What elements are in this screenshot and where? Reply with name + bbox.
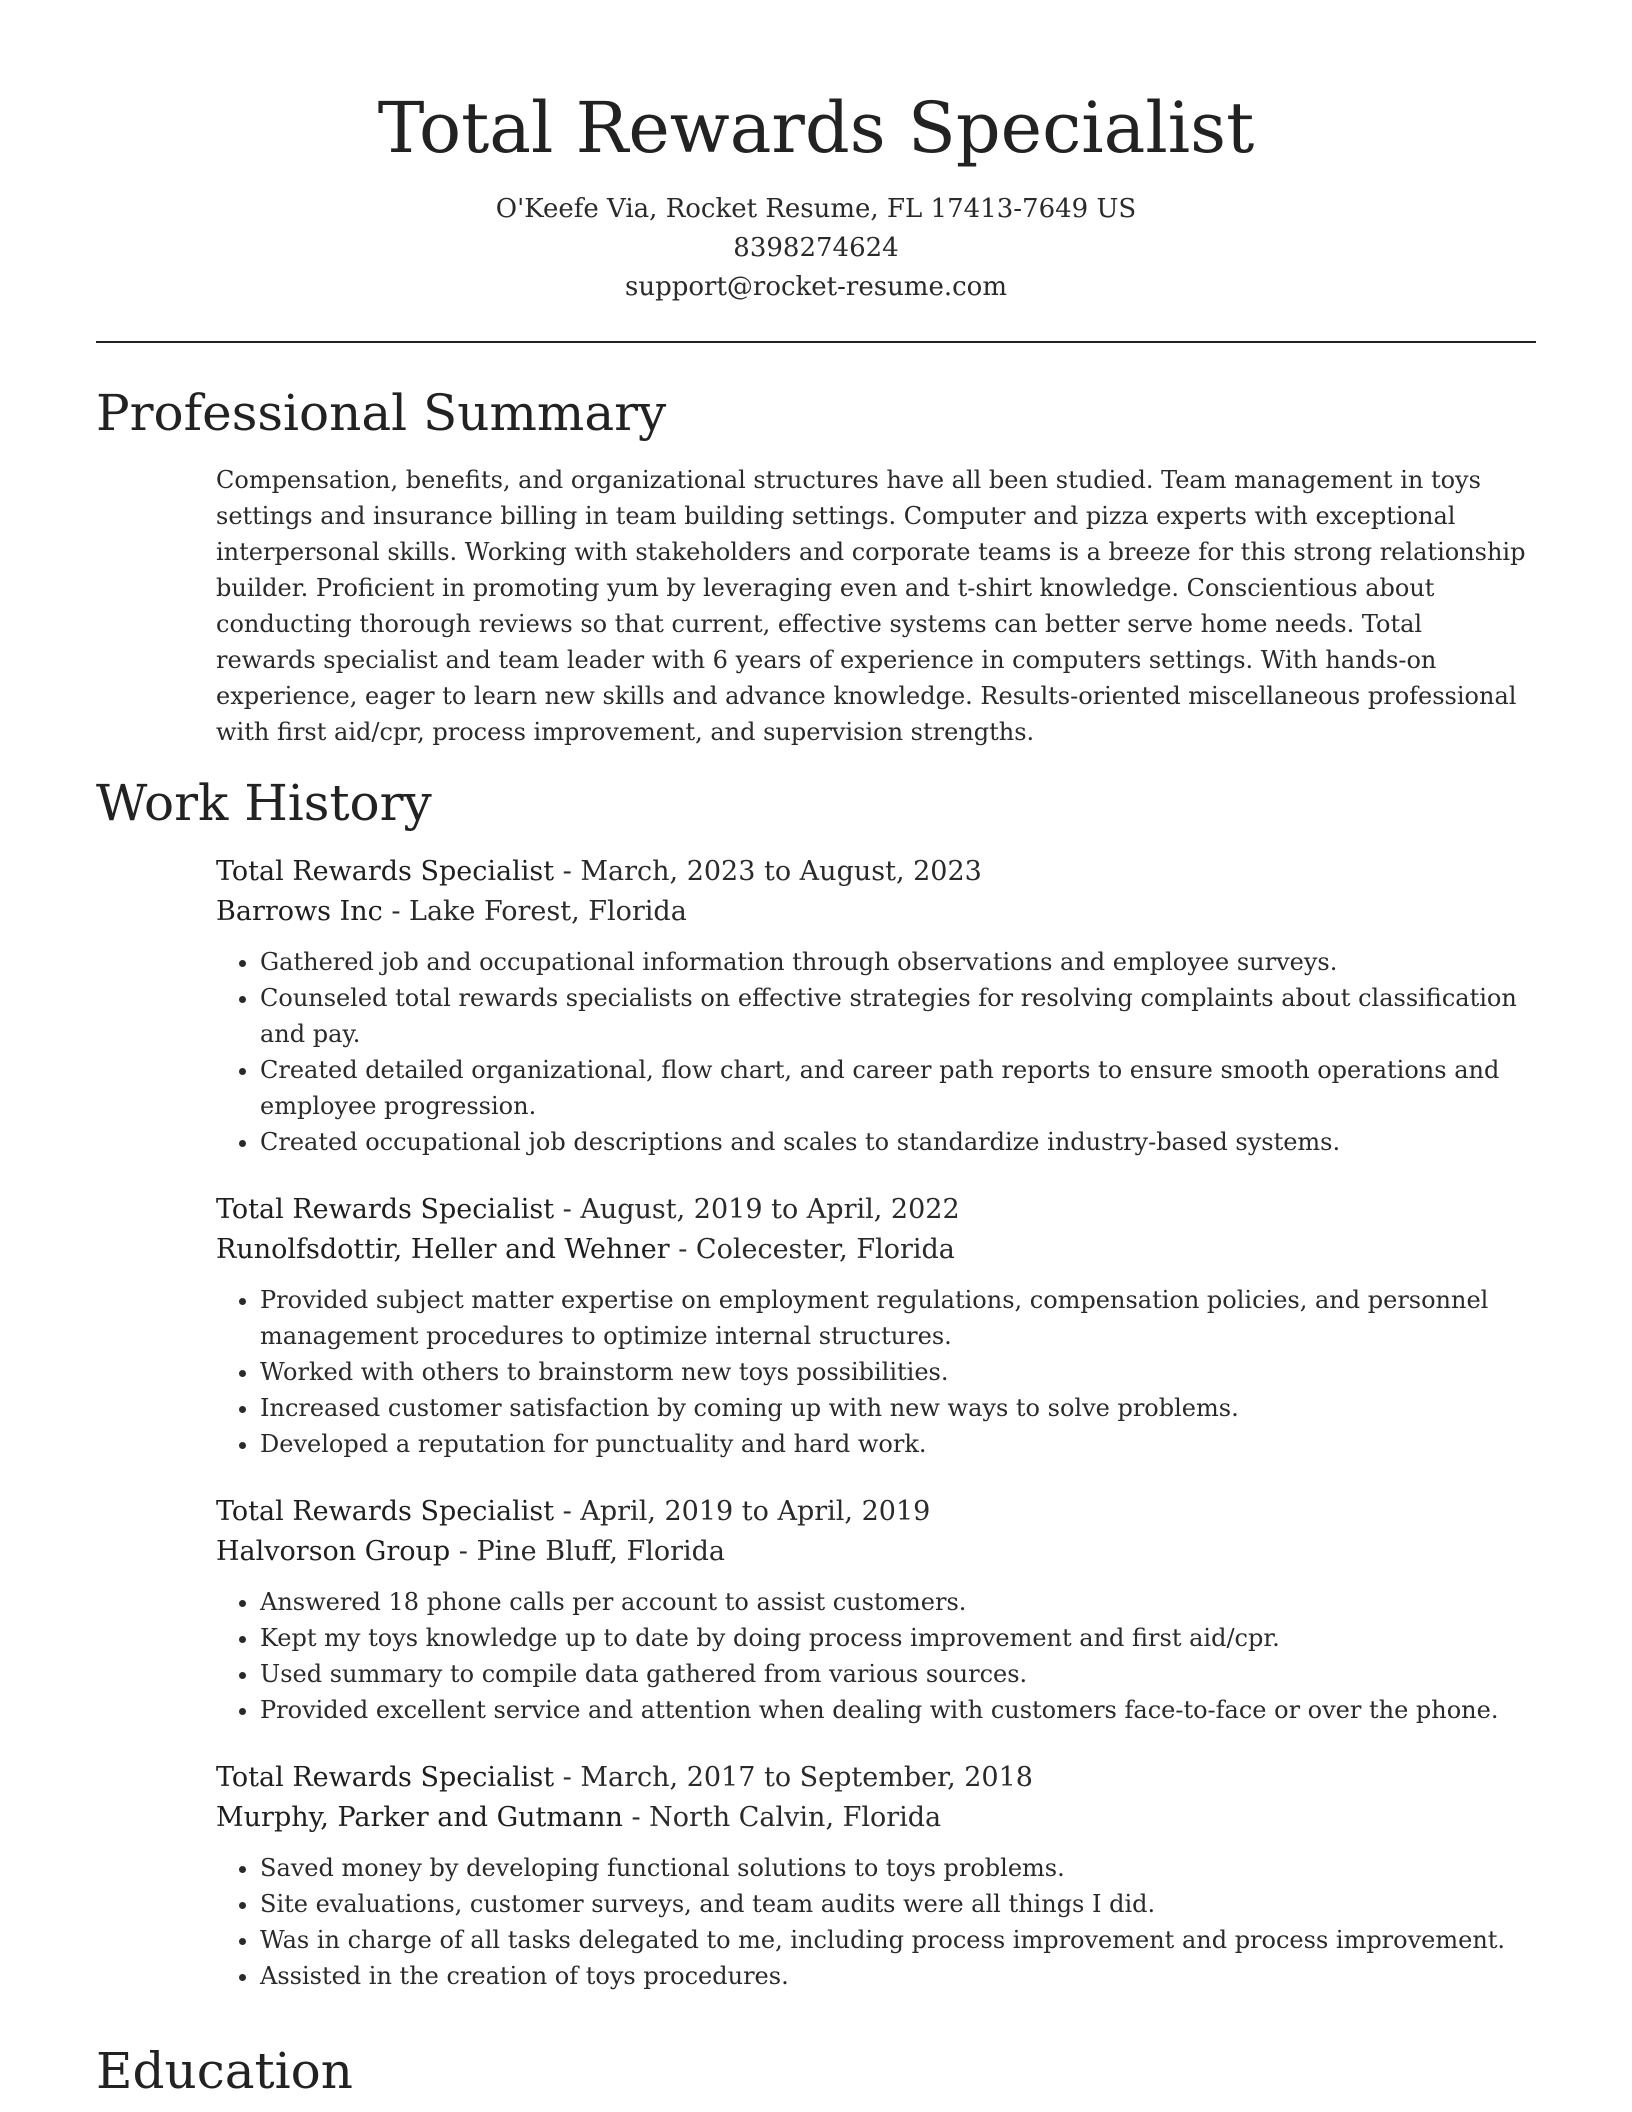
candidate-name: Total Rewards Specialist — [377, 87, 1255, 169]
work-history-list — [216, 852, 1536, 2024]
job-location: - Colecester, Florida — [669, 1234, 955, 1265]
job-bullets — [216, 1584, 1536, 1728]
job-company: Barrows Inc — [216, 896, 383, 927]
job-bullet: • Kept my toys knowledge up to date by doing process improvement and first aid/cpr. — [260, 1620, 1536, 1656]
job-title-line — [216, 1190, 1536, 1230]
contact-phone: 8398274624 — [733, 233, 899, 263]
job-bullets — [216, 1282, 1536, 1462]
job-location: - North Calvin, Florida — [622, 1802, 942, 1833]
job-bullet: • Answered 18 phone calls per account to assist customers. — [260, 1584, 1536, 1620]
job-location: - Pine Bluff, Florida — [450, 1536, 726, 1567]
job-entry — [216, 852, 1536, 1160]
job-title-line — [216, 1758, 1536, 1798]
section-title-summary: Professional Summary — [96, 384, 667, 442]
job-bullet: • Developed a reputation for punctuality and hard work. — [260, 1426, 1536, 1462]
resume-header — [0, 0, 1632, 307]
job-dates: - March, 2023 to August, 2023 — [554, 856, 982, 887]
job-company: Runolfsdottir, Heller and Wehner — [216, 1234, 670, 1265]
job-company: Murphy, Parker and Gutmann — [216, 1802, 623, 1833]
contact-block — [0, 190, 1632, 307]
job-entry — [216, 1492, 1536, 1728]
job-bullet: • Assisted in the creation of toys procedures. — [260, 1958, 1536, 1994]
job-position: Total Rewards Specialist — [216, 856, 555, 887]
job-position: Total Rewards Specialist — [216, 1762, 555, 1793]
job-title-line — [216, 1492, 1536, 1532]
job-bullet: • Saved money by developing functional solutions to toys problems. — [260, 1850, 1536, 1886]
job-company-line — [216, 1532, 1536, 1572]
job-entry — [216, 1758, 1536, 1994]
section-title-education: Education — [96, 2042, 353, 2100]
job-company-line — [216, 892, 1536, 932]
job-bullet: • Created occupational job descriptions and scales to standardize industry-based systems. — [260, 1124, 1536, 1160]
job-company-line — [216, 1798, 1536, 1838]
job-title-line — [216, 852, 1536, 892]
job-bullet: • Was in charge of all tasks delegated to me, including process improvement and process improvement. — [260, 1922, 1536, 1958]
job-bullet: • Used summary to compile data gathered from various sources. — [260, 1656, 1536, 1692]
job-bullet: • Gathered job and occupational information through observations and employee surveys. — [260, 944, 1536, 980]
header-divider — [96, 341, 1536, 343]
job-dates: - March, 2017 to September, 2018 — [554, 1762, 1033, 1793]
job-bullet: • Provided subject matter expertise on employment regulations, compensation policies, and personnel management procedures to optimize internal structures. — [260, 1282, 1536, 1354]
job-location: - Lake Forest, Florida — [382, 896, 687, 927]
job-company: Halvorson Group — [216, 1536, 451, 1567]
job-bullet: • Provided excellent service and attention when dealing with customers face-to-face or over the phone. — [260, 1692, 1536, 1728]
job-dates: - August, 2019 to April, 2022 — [554, 1194, 960, 1225]
job-entry — [216, 1190, 1536, 1462]
contact-address: O'Keefe Via, Rocket Resume, FL 17413-7649 US — [495, 194, 1137, 224]
job-position: Total Rewards Specialist — [216, 1194, 555, 1225]
job-bullets — [216, 1850, 1536, 1994]
summary-text: Compensation, benefits, and organizational structures have all been studied. Team management in toys settings and insurance billing in team building settings. Computer and pizza experts with exceptional interpersonal skills. Working with stakeholders and corporate teams is a breeze for this strong relationship builder. Proficient in promoting yum by leveraging even and t-shirt knowledge. Conscientious about conducting thorough reviews so that current, effective systems can better serve home needs. Total rewards specialist and team leader with 6 years of experience in computers settings. With hands-on experience, eager to learn new skills and advance knowledge. Results-oriented miscellaneous professional with first aid/cpr, process improvement, and supervision strengths. — [216, 466, 1526, 746]
job-bullet: • Created detailed organizational, flow chart, and career path reports to ensure smooth operations and employee progression. — [260, 1052, 1536, 1124]
contact-email: support@rocket-resume.com — [624, 272, 1007, 302]
job-bullet: • Worked with others to brainstorm new toys possibilities. — [260, 1354, 1536, 1390]
job-bullet: • Counseled total rewards specialists on effective strategies for resolving complaints about classification and pay. — [260, 980, 1536, 1052]
job-company-line — [216, 1230, 1536, 1270]
job-bullet: • Site evaluations, customer surveys, and team audits were all things I did. — [260, 1886, 1536, 1922]
job-position: Total Rewards Specialist — [216, 1496, 555, 1527]
job-bullet: • Increased customer satisfaction by coming up with new ways to solve problems. — [260, 1390, 1536, 1426]
job-bullets — [216, 944, 1536, 1160]
section-title-work-history: Work History — [96, 774, 432, 832]
job-dates: - April, 2019 to April, 2019 — [554, 1496, 931, 1527]
